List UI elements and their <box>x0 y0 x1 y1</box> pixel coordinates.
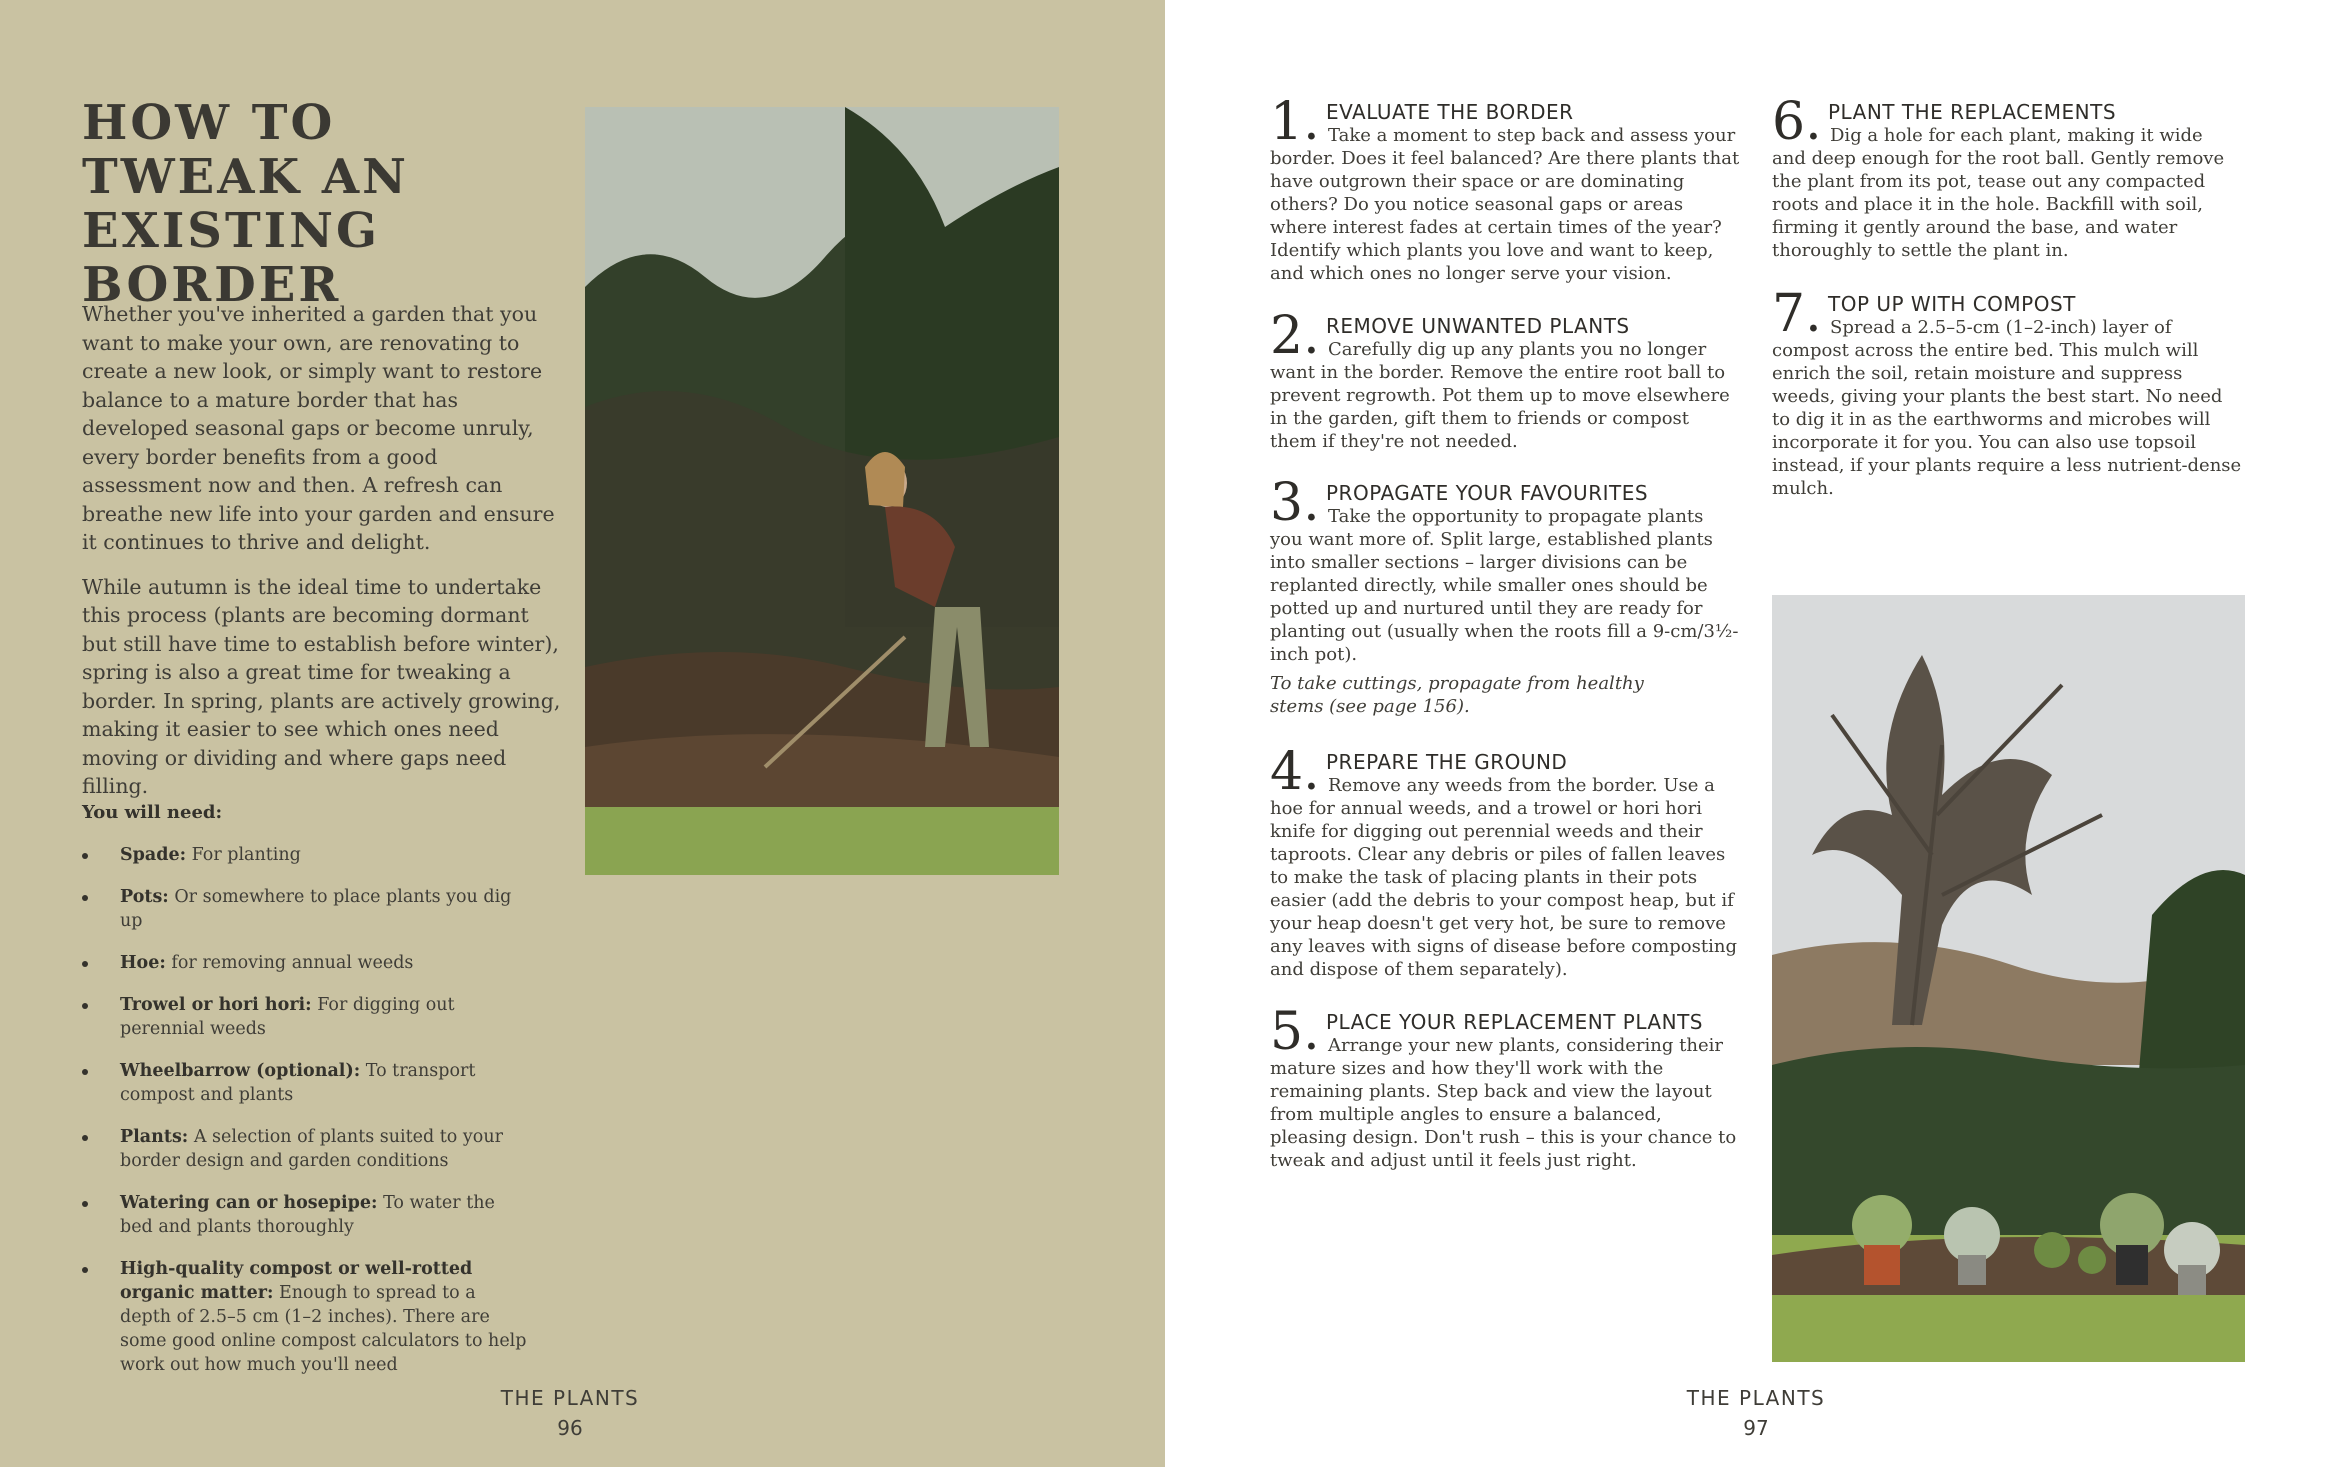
bullet-icon <box>82 1201 88 1207</box>
step-title: PLACE YOUR REPLACEMENT PLANTS <box>1326 1010 1703 1034</box>
list-item <box>82 885 532 933</box>
step-number: 1. <box>1270 92 1320 152</box>
step-1 <box>1270 92 1740 285</box>
list-item <box>82 843 532 867</box>
item-text: For digging out perennial weeds <box>120 995 455 1039</box>
step-body: Remove any weeds from the border. Use a hoe for annual weeds, and a trowel or hori hori knife for digging out perennial weeds and their taproots. Clear any debris or piles of fallen leaves to make the task of placing plants in their pots easier (add the debris to your compost heap, but if your heap doesn't get very hot, be sure to remove any leaves with signs of disease before composting and dispose of them separately). <box>1270 775 1737 980</box>
item-term: Trowel or hori hori: <box>120 995 312 1015</box>
page-title: HOW TO TWEAK AN EXISTING BORDER <box>82 95 409 313</box>
bullet-icon <box>82 895 88 901</box>
step-2 <box>1270 306 1740 453</box>
step-number: 3. <box>1270 473 1320 533</box>
step-body: Arrange your new plants, considering their mature sizes and how they'll work with the remaining plants. Step back and view the layout from multiple angles to ensure a balanced, pleasing design. Don't rush – this is your chance to tweak and adjust until it feels just right. <box>1270 1035 1737 1171</box>
step-3 <box>1270 473 1740 666</box>
item-term: Hoe: <box>120 953 166 973</box>
step-title: PROPAGATE YOUR FAVOURITES <box>1326 481 1649 505</box>
list-item <box>82 993 532 1041</box>
step-5 <box>1270 1002 1740 1172</box>
step-title: PLANT THE REPLACEMENTS <box>1828 100 2117 124</box>
item-term: Plants: <box>120 1127 189 1147</box>
item-text: Or somewhere to place plants you dig up <box>120 887 512 931</box>
list-item <box>82 1125 532 1173</box>
bullet-icon <box>82 1267 88 1273</box>
intro-text <box>82 300 562 817</box>
list-item <box>82 951 532 975</box>
item-text: Enough to spread to a depth of 2.5–5 cm (1–2 inches). There are some good online compost calculators to help work out how much you'll need <box>120 1283 527 1375</box>
step-body: Take a moment to step back and assess your border. Does it feel balanced? Are there plants that have outgrown their space or are dominating others? Do you notice seasonal gaps or areas where interest fades at certain times of the year? Identify which plants you love and want to keep, and which ones no longer serve your vision. <box>1270 125 1740 284</box>
step-body: Spread a 2.5–5-cm (1–2-inch) layer of compost across the entire bed. This mulch will enrich the soil, retain moisture and suppress weeds, giving your plants the best start. No need to dig it in as the earthworms and microbes will incorporate it for you. You can also use topsoil instead, if your plants require a less nutrient-dense mulch. <box>1772 317 2242 499</box>
running-head: THE PLANTS <box>1686 1386 1826 1410</box>
cuttings-note: To take cuttings, propagate from healthy stems (see page 156). <box>1270 673 1644 717</box>
intro-paragraph-1: Whether you've inherited a garden that you want to make your own, are renovating to create a new look, or simply want to restore balance to a mature border that has developed seasonal gaps or become unruly, every border benefits from a good assessment now and then. A refresh can breathe new life into your garden and ensure it continues to thrive and delight. <box>82 302 555 554</box>
bullet-icon <box>82 853 88 859</box>
item-text: A selection of plants suited to your border design and garden conditions <box>120 1127 503 1171</box>
list-item <box>82 1191 532 1239</box>
bullet-icon <box>82 1069 88 1075</box>
step-title: REMOVE UNWANTED PLANTS <box>1326 314 1630 338</box>
item-text: To transport compost and plants <box>120 1061 476 1105</box>
page-number: 97 <box>1743 1416 1769 1440</box>
step-4 <box>1270 742 1740 981</box>
item-term: Pots: <box>120 887 169 907</box>
running-head: THE PLANTS <box>500 1386 640 1410</box>
replanted-border-photo <box>1772 595 2245 1362</box>
step-title: PREPARE THE GROUND <box>1326 750 1568 774</box>
step-number: 7. <box>1772 284 1822 344</box>
step-body: Carefully dig up any plants you no longer want in the border. Remove the entire root ball to prevent regrowth. Pot them up to move elsewhere in the garden, gift them to friends or compost them if they're not needed. <box>1270 339 1730 452</box>
item-term: Wheelbarrow (optional): <box>120 1061 361 1081</box>
item-text: For planting <box>186 845 301 865</box>
item-text: To water the bed and plants thoroughly <box>120 1193 495 1237</box>
item-term: High-quality compost or well-rotted organic matter: <box>120 1259 473 1303</box>
bullet-icon <box>82 1003 88 1009</box>
item-text: for removing annual weeds <box>165 953 414 973</box>
step-title: EVALUATE THE BORDER <box>1326 100 1574 124</box>
intro-paragraph-2: While autumn is the ideal time to undertake this process (plants are becoming dormant but still have time to establish before winter), spring is also a great time for tweaking a border. In spring, plants are actively growing, making it easier to see which ones need moving or dividing and where gaps need filling. <box>82 574 561 798</box>
step-title: TOP UP WITH COMPOST <box>1828 292 2076 316</box>
step-body: Dig a hole for each plant, making it wide and deep enough for the root ball. Gently remove the plant from its pot, tease out any compacted roots and place it in the hole. Backfill with soil, firming it gently around the base, and water thoroughly to settle the plant in. <box>1772 125 2225 261</box>
step-number: 4. <box>1270 742 1320 802</box>
you-will-need-list <box>82 843 532 1395</box>
list-item <box>82 1257 532 1377</box>
item-term: Spade: <box>120 845 187 865</box>
list-item <box>82 1059 532 1107</box>
step-number: 2. <box>1270 306 1320 366</box>
step-number: 6. <box>1772 92 1822 152</box>
item-term: Watering can or hosepipe: <box>120 1193 378 1213</box>
gardener-hoeing-photo <box>585 107 1059 875</box>
step-6 <box>1772 92 2242 262</box>
bullet-icon <box>82 961 88 967</box>
you-will-need-heading: You will need: <box>82 802 223 823</box>
page-number: 96 <box>557 1416 583 1440</box>
step-number: 5. <box>1270 1002 1320 1062</box>
step-body: Take the opportunity to propagate plants you want more of. Split large, established plants into smaller sections – larger divisions can be replanted directly, while smaller ones should be potted up and nurtured until they are ready for planting out (usually when the roots fill a 9-cm/3½-inch pot). <box>1270 506 1739 665</box>
step-7 <box>1772 284 2242 500</box>
bullet-icon <box>82 1135 88 1141</box>
